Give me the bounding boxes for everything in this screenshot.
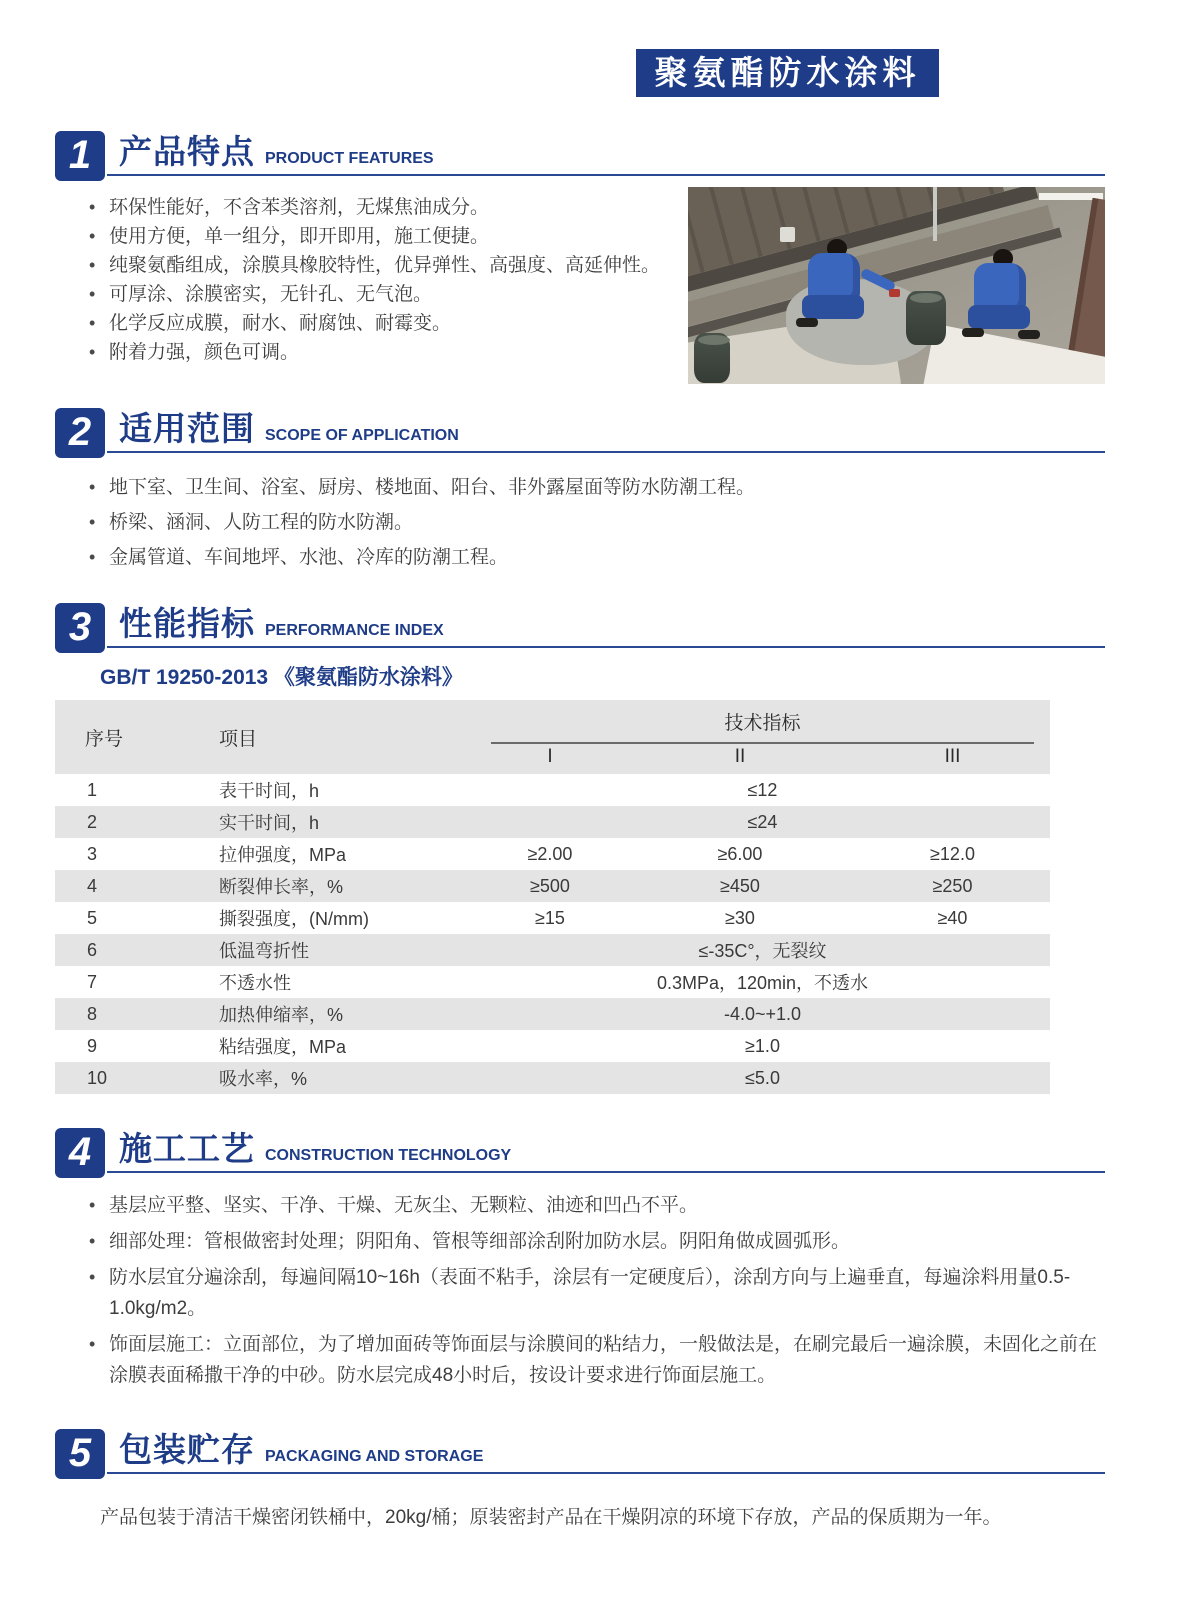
table-cell: 吸水率，% xyxy=(219,1069,308,1089)
section-scope-of-application xyxy=(55,402,1105,575)
section-4-header xyxy=(55,1122,1105,1176)
section-1-titles xyxy=(119,126,434,173)
table-cell: 6 xyxy=(87,939,98,960)
performance-table-body xyxy=(55,774,1050,1094)
bullet-item: • 可厚涂、涂膜密实，无针孔、无气泡。 xyxy=(107,280,688,309)
table-cell: 3 xyxy=(87,843,98,864)
table-row xyxy=(55,902,1050,934)
section-product-features xyxy=(55,125,1105,384)
table-cell: ≥2.00 xyxy=(527,843,573,864)
table-cell: ≤24 xyxy=(747,811,778,832)
table-cell: 2 xyxy=(87,811,98,832)
worker-shoe xyxy=(962,328,984,337)
table-row xyxy=(55,1030,1050,1062)
photo-barrel-left xyxy=(694,333,730,383)
table-cell: 实干时间，h xyxy=(219,813,320,833)
table-cell: 加热伸缩率，% xyxy=(219,1005,344,1025)
table-cell: 表干时间，h xyxy=(219,781,320,801)
table-row xyxy=(55,806,1050,838)
bullet-item: • 饰面层施工：立面部位，为了增加面砖等饰面层与涂膜间的粘结力，一般做法是，在刷完最后一遍涂膜，未固化之前在涂膜表面稀撒干净的中砂。防水层完成48小时后，按设计要求进行饰面层施工。 xyxy=(107,1329,1105,1391)
section-5-header xyxy=(55,1423,1105,1477)
table-cell: 1 xyxy=(87,779,98,800)
table-row xyxy=(55,838,1050,870)
col-header-item: 项目 xyxy=(219,728,258,750)
bullet-item: • 环保性能好，不含苯类溶剂，无煤焦油成分。 xyxy=(107,193,688,222)
bullet-item: • 细部处理：管根做密封处理；阴阳角、管根等细部涂刮附加防水层。阴阳角做成圆弧形。 xyxy=(107,1226,1105,1257)
table-cell: 4 xyxy=(87,875,98,896)
photo-pole xyxy=(933,187,937,241)
scope-list xyxy=(55,470,1105,575)
bullet-item: • 使用方便，单一组分，即开即用，施工便捷。 xyxy=(107,222,688,251)
bullet-item: • 地下室、卫生间、浴室、厨房、楼地面、阳台、非外露屋面等防水防潮工程。 xyxy=(107,470,1105,505)
col-header-index: 序号 xyxy=(85,728,124,750)
table-cell: -4.0~+1.0 xyxy=(723,1003,802,1024)
section-2-underline xyxy=(107,451,1105,453)
table-cell: ≥450 xyxy=(720,875,760,896)
table-cell: ≤12 xyxy=(747,779,778,800)
table-cell: ≥12.0 xyxy=(930,843,975,864)
table-cell: ≥500 xyxy=(530,875,570,896)
worker-shoe xyxy=(1018,330,1040,339)
page-title: 聚氨酯防水涂料 xyxy=(636,49,939,97)
section-2-title-zh: 适用范围 xyxy=(119,410,255,447)
section-1-header xyxy=(55,125,1105,179)
section-3-underline xyxy=(107,646,1105,648)
section-4-underline xyxy=(107,1171,1105,1173)
photo-worker-right xyxy=(966,249,1038,341)
performance-table-head xyxy=(55,700,1050,774)
tech-index-label: 技术指标 xyxy=(491,708,1034,744)
standard-reference: GB/T 19250-2013 《聚氨酯防水涂料》 xyxy=(100,666,463,689)
col-header-grade-2: II xyxy=(734,746,746,767)
section-5-number: 5 xyxy=(55,1429,105,1479)
roof-waterproofing-workers-photo xyxy=(688,187,1105,384)
photo-worker-left xyxy=(800,239,872,331)
worker-glove xyxy=(889,289,900,297)
table-cell: ≥1.0 xyxy=(745,1035,780,1056)
section-5-titles xyxy=(119,1424,483,1471)
section-construction-technology xyxy=(55,1122,1105,1396)
section-3-titles xyxy=(119,598,444,645)
bullet-item: • 纯聚氨酯组成，涂膜具橡胶特性，优异弹性、高强度、高延伸性。 xyxy=(107,251,688,280)
table-cell: 10 xyxy=(87,1067,108,1088)
section-1-underline xyxy=(107,174,1105,176)
table-cell: 断裂伸长率，% xyxy=(219,877,344,897)
bullet-item: • 化学反应成膜，耐水、耐腐蚀、耐霉变。 xyxy=(107,309,688,338)
table-cell: ≥30 xyxy=(725,907,755,928)
table-cell: ≥40 xyxy=(937,907,968,928)
section-packaging-storage xyxy=(55,1423,1105,1533)
col-header-grade-3: III xyxy=(944,746,961,767)
table-row xyxy=(55,774,1050,806)
section-2-title-en: SCOPE OF APPLICATION xyxy=(265,427,459,444)
table-cell: 9 xyxy=(87,1035,98,1056)
section-1-number: 1 xyxy=(55,131,105,181)
table-cell: ≥250 xyxy=(932,875,973,896)
table-cell: 5 xyxy=(87,907,98,928)
section-3-number: 3 xyxy=(55,603,105,653)
table-row xyxy=(55,998,1050,1030)
worker-shoe xyxy=(796,318,818,327)
section-3-header xyxy=(55,597,1105,651)
section-4-title-en: CONSTRUCTION TECHNOLOGY xyxy=(265,1147,512,1164)
bullet-item: • 附着力强，颜色可调。 xyxy=(107,338,688,367)
table-cell: ≥15 xyxy=(535,907,565,928)
table-row xyxy=(55,934,1050,966)
table-cell: 不透水性 xyxy=(219,973,291,993)
section-3-title-en: PERFORMANCE INDEX xyxy=(265,622,444,639)
worker-legs xyxy=(802,295,864,319)
bullet-item: • 桥梁、涵洞、人防工程的防水防潮。 xyxy=(107,505,1105,540)
section-2-titles xyxy=(119,403,459,450)
construction-steps-list xyxy=(55,1190,1105,1391)
bullet-item: • 金属管道、车间地坪、水池、冷库的防潮工程。 xyxy=(107,540,1105,575)
section-performance-index xyxy=(55,597,1105,1094)
section-4-title-zh: 施工工艺 xyxy=(119,1130,255,1167)
photo-barrel-center xyxy=(906,291,946,345)
section-5-title-zh: 包装贮存 xyxy=(119,1431,255,1468)
table-cell: 7 xyxy=(87,971,98,992)
section-5-underline xyxy=(107,1472,1105,1474)
table-cell: ≥6.00 xyxy=(717,843,763,864)
table-cell: ≤-35C°，无裂纹 xyxy=(698,941,827,961)
section-4-number: 4 xyxy=(55,1128,105,1178)
table-row xyxy=(55,870,1050,902)
col-header-grade-1: I xyxy=(547,746,553,767)
table-cell: 拉伸强度，MPa xyxy=(219,845,347,865)
table-cell: 8 xyxy=(87,1003,98,1024)
section-1-title-zh: 产品特点 xyxy=(119,133,255,170)
section-2-header xyxy=(55,402,1105,456)
col-header-tech-index xyxy=(475,700,1050,744)
product-features-list xyxy=(55,193,688,367)
section-5-title-en: PACKAGING AND STORAGE xyxy=(265,1448,484,1465)
bullet-item: • 防水层宜分遍涂刮，每遍间隔10~16h（表面不粘手，涂层有一定硬度后），涂刮方向与上遍垂直，每遍涂料用量0.5-1.0kg/m2。 xyxy=(107,1262,1105,1324)
photo-small-bucket xyxy=(780,227,795,242)
table-row xyxy=(55,966,1050,998)
section-3-title-zh: 性能指标 xyxy=(119,605,255,642)
table-cell: ≤5.0 xyxy=(745,1067,780,1088)
packaging-storage-text: 产品包装于清洁干燥密闭铁桶中，20kg/桶；原装密封产品在干燥阴凉的环境下存放，产品的保质期为一年。 xyxy=(100,1507,1002,1528)
table-cell: 粘结强度，MPa xyxy=(219,1037,347,1057)
worker-legs xyxy=(968,305,1030,329)
section-2-number: 2 xyxy=(55,408,105,458)
performance-table xyxy=(55,700,1050,1094)
table-cell: 0.3MPa，120min，不透水 xyxy=(656,973,869,993)
table-cell: 撕裂强度，(N/mm) xyxy=(219,909,369,929)
table-cell: 低温弯折性 xyxy=(219,941,309,961)
section-4-titles xyxy=(119,1123,511,1170)
bullet-item: • 基层应平整、坚实、干净、干燥、无灰尘、无颗粒、油迹和凹凸不平。 xyxy=(107,1190,1105,1221)
section-1-title-en: PRODUCT FEATURES xyxy=(265,150,434,167)
table-row xyxy=(55,1062,1050,1094)
